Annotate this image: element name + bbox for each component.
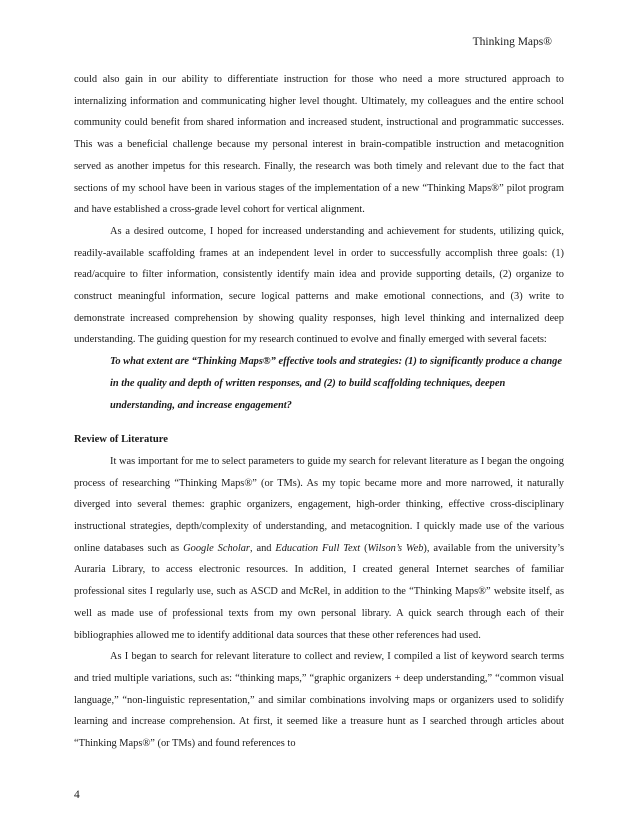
- text-run: It was important for me to select parameters to guide my search for relevant literature as I began the ongoing process of researching “Thinking Maps®” (or TMs). As my topic became more and more narrowed, it naturally diverged into several themes: graphic organizers, engagement, high-order thinking, effective cross-disciplinary instructional strategies, depth/complexity of understanding, and metacognition. I quickly made use of the various online databases such as: [74, 455, 564, 554]
- paragraph-keyword-search: As I began to search for relevant literature to collect and review, I compiled a list of keyword search terms and tried multiple variations, such as: “thinking maps,” “graphic organizers + deep understanding,” “common visual language,” “non-linguistic representation,” and similar combinations involving maps or organizers used to solidify learning and increase comprehension. At first, it seemed like a treasure hunt as I searched through articles about “Thinking Maps®” (or TMs) and found references to: [74, 651, 564, 750]
- text-run: (: [360, 542, 368, 554]
- paragraph-continuation: could also gain in our ability to differentiate instruction for those who need a more structured approach to internalizing information and communicating higher level thought. Ultimately, my colleagues and the entire school community could benefit from shared information and increased student, instructional and programmatic successes. This was a beneficial challenge because my personal interest in brain-compatible instruction and metacognition served as another impetus for this research. Finally, the research was both timely and relevant due to the fact that sections of my school have been in various stages of the implementation of a new “Thinking Maps®” pilot program and have established a cross-grade level cohort for vertical alignment.: [74, 74, 564, 216]
- text-run: , and: [249, 542, 276, 554]
- section-heading: Review of Literature: [74, 434, 168, 446]
- paragraph-literature-search: [74, 451, 564, 646]
- text-run: ), available from the university’s Auraria Library, to access electronic resources. In addition, I created general Internet searches of familiar professional sites I regularly use, such as ASCD and McRel, in addition to the “Thinking Maps®” website itself, as well as made use of professional texts from my own personal library. A quick search through each of their bibliographies allowed me to identify additional data sources that these other references had used.: [74, 542, 564, 641]
- database-name: Education Full Text: [275, 542, 361, 554]
- paragraph-desired-outcome: As a desired outcome, I hoped for increased understanding and achievement for students, utilizing quick, readily-available scaffolding frames at an independent level in order to successfully accomplish three goals: (1) read/acquire to filter information, consistently identify main idea and provide supporting details, (2) organize to construct meaningful information, secure logical patterns and make emotional connections, and (3) write to demonstrate increased comprehension by showing quality responses, high level thinking and internalized deep understanding. The guiding question for my research continued to evolve and finally emerged with several facets:: [74, 225, 564, 346]
- research-question: To what extent are “Thinking Maps®” effective tools and strategies: (1) to significantly produce a change in the quality and depth of written responses, and (2) to build scaffolding techniques, deepen understanding, and increase engagement?: [110, 356, 562, 411]
- page-number: 4: [74, 789, 80, 801]
- database-name: Wilson’s Web: [367, 542, 424, 554]
- page-body: [74, 69, 564, 755]
- database-name: Google Scholar: [183, 542, 250, 554]
- running-header: Thinking Maps®: [472, 36, 552, 48]
